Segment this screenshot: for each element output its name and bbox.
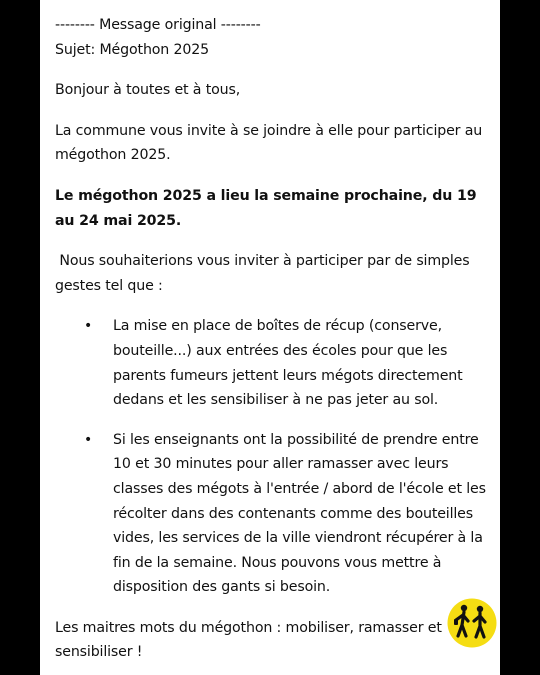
action-text: Si les enseignants ont la possibilité de prendre entre 10 et 30 minutes pour aller ramasser avec leurs classes des mégots à l'entrée / abord de l'école et les récolter dans des contenants comme des bouteilles vides, les services de la ville viendront récupérer à la fin de la semaine. Nous pouvons vous mettre à disposition des gants si besoin. bbox=[113, 431, 486, 596]
dates-announcement: Le mégothon 2025 a lieu la semaine prochaine, du 19 au 24 mai 2025. bbox=[55, 187, 477, 229]
bullet-icon: • bbox=[84, 318, 93, 335]
list-item bbox=[55, 428, 493, 600]
people-picking-up-icon bbox=[447, 598, 497, 648]
actions-intro: Nous souhaiterions vous inviter à participer par de simples gestes tel que : bbox=[55, 253, 474, 294]
bullet-icon: • bbox=[84, 431, 93, 448]
email-body bbox=[55, 13, 491, 665]
actions-list bbox=[55, 314, 491, 600]
email-subject: Sujet: Mégothon 2025 bbox=[55, 41, 210, 58]
email-page bbox=[40, 0, 500, 675]
closing-paragraph: Les maitres mots du mégothon : mobiliser, ramasser et sensibiliser ! bbox=[55, 619, 442, 661]
list-item bbox=[55, 314, 493, 412]
action-text: La mise en place de boîtes de récup (conserve, bouteille...) aux entrées des écoles pour que les parents fumeurs jettent leurs mégots directement dedans et les sensibiliser à ne pas jeter au sol. bbox=[113, 318, 463, 409]
greeting: Bonjour à toutes et à tous, bbox=[55, 82, 241, 99]
original-message-header: -------- Message original -------- bbox=[55, 17, 261, 33]
invitation-paragraph: La commune vous invite à se joindre à elle pour participer au mégothon 2025. bbox=[55, 122, 483, 164]
